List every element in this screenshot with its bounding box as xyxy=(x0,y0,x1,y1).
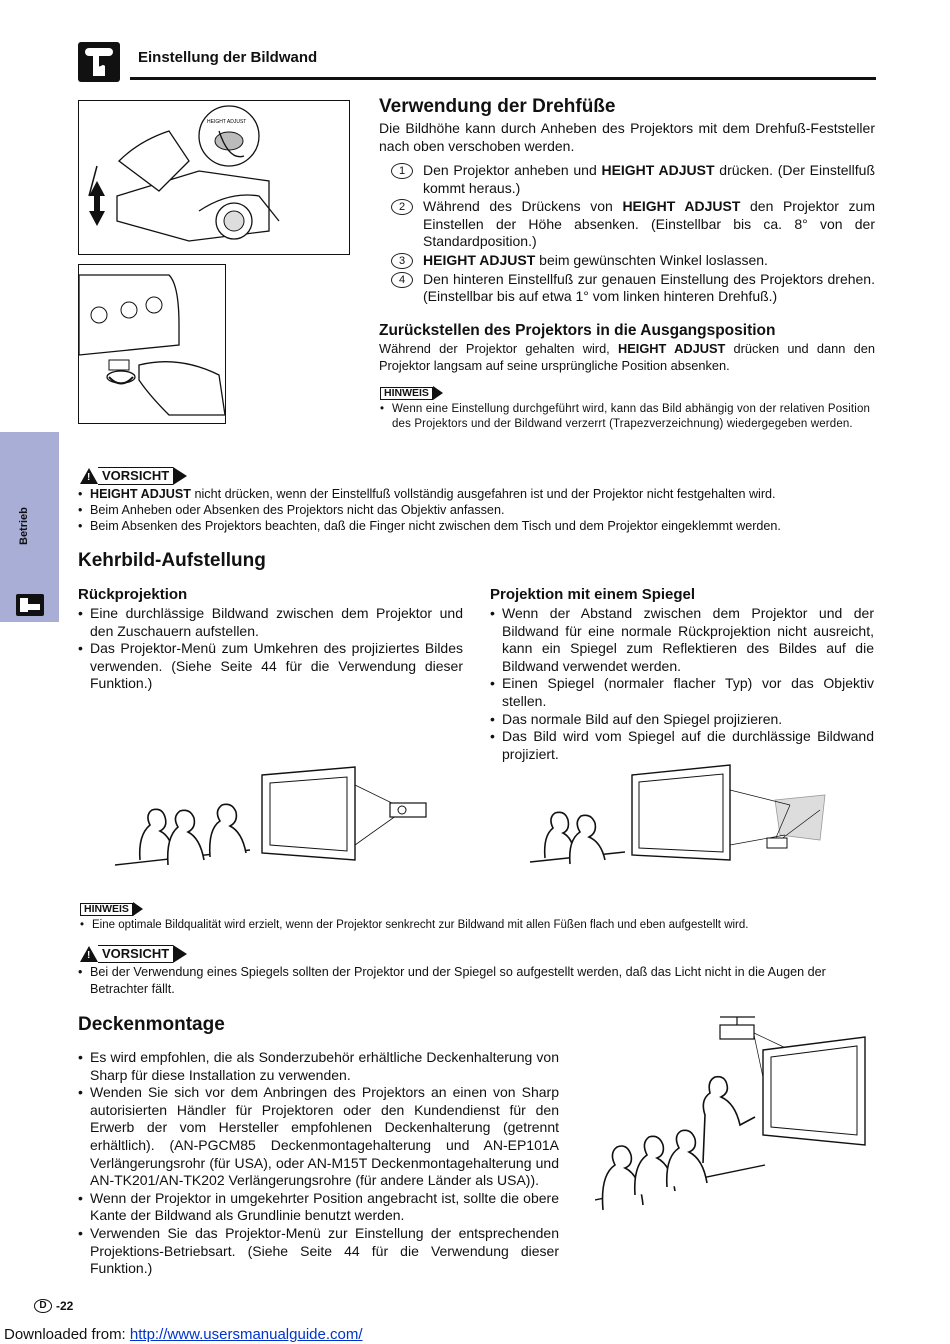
list-item: • Einen Spiegel (normaler flacher Typ) vor das Objektiv stellen. xyxy=(490,675,874,709)
hinweis-text: Wenn eine Einstellung durchgeführt wird, kann das Bild abhängig von der relativen Position des Projektors und der Bildwand verzerrt (Trapezverzeichnung) wiedergegeben werden. xyxy=(392,403,871,430)
list-item: • Wenn der Abstand zwischen dem Projektor und der Bildwand für eine normale Rückprojektion nicht ausreicht, kann ein Spiegel zum Reflektieren des Bildes auf die Bildwand verwendet werden. xyxy=(490,605,874,674)
download-link[interactable]: http://www.usersmanualguide.com/ xyxy=(129,1326,363,1343)
sidebar-label: Betrieb xyxy=(18,507,30,545)
item-text: Das Projektor-Menü zum Umkehren des projiziertes Bildes verwenden. (Siehe Seite 44 für die Verwendung dieser Funktion.) xyxy=(90,640,463,692)
item-text: Verwenden Sie das Projektor-Menü zur Einstellung der entsprechenden Projektions-Betriebsart. (Siehe Seite 44 für die Verwendung dieser Funktion.) xyxy=(90,1224,559,1277)
download-prefix: Downloaded from: xyxy=(4,1326,130,1343)
height-adjust-illustration-label: HEIGHT ADJUST xyxy=(207,119,247,125)
step-text-post: drücken. (Der Einstellfuß kommt heraus.) xyxy=(423,162,875,196)
decke-title: Deckenmontage xyxy=(78,1014,225,1035)
hinweis-label: HINWEIS xyxy=(380,387,433,400)
section-icon xyxy=(78,42,120,82)
ceiling-mount-illustration xyxy=(595,1015,880,1215)
vorsicht-badge xyxy=(80,467,187,485)
step-item xyxy=(391,252,875,270)
step-number: 2 xyxy=(391,199,413,215)
step-number: 3 xyxy=(391,253,413,269)
spiegel-list xyxy=(490,605,874,763)
item-text: Wenden Sie sich vor dem Anbringen des Projektors an einen von Sharp autorisierten Händler für Projektoren oder den Kundendienst für den Erwerb der vom Hersteller empfohlenen Deckenhalterung (getrennt erhältlich). (AN-PGCM85 Deckenmontagehalterung und AN-EP101A Verlängerungsrohr (für USA), oder AN-M15T Deckenmontagehalterung und AN-TK201/AN-TK202 Verlängerungsrohre (für andere Länder als USA)). xyxy=(90,1084,559,1189)
page-number xyxy=(34,1299,73,1313)
item-text: Wenn der Abstand zwischen dem Projektor und der Bildwand für eine normale Rückprojektion nicht ausreicht, kann ein Spiegel zum Reflektieren des Bildes auf die Bildwand verwendet werden. xyxy=(502,605,874,674)
item-text: Einen Spiegel (normaler flacher Typ) vor das Objektiv stellen. xyxy=(502,675,874,709)
list-item: • Das normale Bild auf den Spiegel projizieren. xyxy=(490,711,874,729)
item-text: nicht drücken, wenn der Einstellfuß vollständig ausgefahren ist und der Projektor nicht festgehalten wird. xyxy=(191,487,776,501)
list-item: • Eine durchlässige Bildwand zwischen dem Projektor und den Zuschauern aufstellen. xyxy=(78,605,463,639)
rear-foot-illustration xyxy=(78,264,226,424)
header-rule xyxy=(130,77,876,80)
vorsicht-label: VORSICHT xyxy=(98,467,173,485)
vorsicht-badge xyxy=(80,945,187,963)
step-item xyxy=(391,162,875,197)
step-text-bold: HEIGHT ADJUST xyxy=(622,198,741,215)
hinweis-note xyxy=(80,918,880,933)
list-item: • Beim Anheben oder Absenken des Projektors nicht das Objektiv anfassen. xyxy=(78,502,878,518)
hinweis-badge xyxy=(380,386,443,400)
step-text-pre: Während des Drückens von xyxy=(423,198,623,215)
drehfuesse-title: Verwendung der Drehfüße xyxy=(379,96,616,117)
bullet: • xyxy=(380,403,385,415)
language-badge: D xyxy=(34,1299,52,1313)
step-text-pre: Den Projektor anheben und xyxy=(423,162,602,178)
step-text-bold: HEIGHT ADJUST xyxy=(423,251,536,268)
list-item: • Es wird empfohlen, die als Sonderzubehör erhältliche Deckenhalterung von Sharp für diese Installation zu verwenden. xyxy=(78,1049,559,1083)
drehfuesse-steps xyxy=(391,162,875,306)
bullet: • xyxy=(80,919,85,931)
list-item: • Wenden Sie sich vor dem Anbringen des Projektors an einen von Sharp autorisierten Händler für Projektoren oder den Kundendienst für den Erwerb der vom Hersteller empfohlenen Deckenhalterung (getrennt erhältlich). (AN-PGCM85 Deckenmontagehalterung und AN-EP101A Verlängerungsrohr (für USA), oder AN-M15T Deckenmontagehalterung und AN-TK201/AN-TK202 Verlängerungsrohre (für andere Länder als USA)). xyxy=(78,1084,559,1189)
reset-text-bold: HEIGHT ADJUST xyxy=(617,341,726,356)
item-bold: HEIGHT ADJUST xyxy=(90,487,191,501)
rueck-list xyxy=(78,605,463,693)
item-text: Es wird empfohlen, die als Sonderzubehör erhältliche Deckenhalterung von Sharp für diese Installation zu verwenden. xyxy=(90,1049,559,1083)
page-number-text: -22 xyxy=(56,1299,74,1313)
item-text: Das Bild wird vom Spiegel auf die durchlässige Bildwand projiziert. xyxy=(502,728,874,762)
vorsicht-list xyxy=(78,486,878,535)
download-line xyxy=(4,1326,363,1343)
decke-list xyxy=(78,1049,559,1278)
step-text-pre: Den hinteren Einstellfuß zur genauen Einstellung des Projektors drehen. (Einstellbar bis auf etwa 1° vom linken hinteren Drehfuß.) xyxy=(423,270,875,305)
list-item: • HEIGHT ADJUST nicht drücken, wenn der Einstellfuß vollständig ausgefahren ist und der Projektor nicht festgehalten wird. xyxy=(78,487,776,501)
page-header-title: Einstellung der Bildwand xyxy=(138,49,318,66)
step-item xyxy=(391,271,875,306)
hinweis-badge xyxy=(80,902,143,916)
spiegel-title: Projektion mit einem Spiegel xyxy=(490,586,696,603)
hinweis-label: HINWEIS xyxy=(80,903,133,916)
list-item: • Beim Absenken des Projektors beachten, daß die Finger nicht zwischen dem Tisch und dem Projektor eingeklemmt werden. xyxy=(78,518,878,534)
item-text: Beim Absenken des Projektors beachten, daß die Finger nicht zwischen dem Tisch und dem Projektor eingeklemmt werden. xyxy=(90,519,781,534)
rear-projection-illustration xyxy=(110,765,440,880)
kehrbild-title: Kehrbild-Aufstellung xyxy=(78,550,266,571)
step-text-bold: HEIGHT ADJUST xyxy=(601,162,715,178)
vorsicht-note: • Bei der Verwendung eines Spiegels sollten der Projektor und der Spiegel so aufgestellt werden, daß das Licht nicht in die Augen der Betrachter fällt. xyxy=(78,964,878,997)
warning-icon: ! xyxy=(80,468,98,484)
item-text: Wenn der Projektor in umgekehrter Position angebracht ist, sollte die obere Kante der Bildwand als Grundlinie benutzt werden. xyxy=(90,1189,559,1224)
list-item: • Verwenden Sie das Projektor-Menü zur Einstellung der entsprechenden Projektions-Betriebsart. (Siehe Seite 44 für die Verwendung dieser Funktion.) xyxy=(78,1224,559,1277)
step-text-post: den Projektor zum Einstellen der Höhe absenken. (Einstellbar bis ca. 8° von der Standardposition.) xyxy=(423,198,875,250)
step-text-post: beim gewünschten Winkel loslassen. xyxy=(535,251,768,268)
reset-text-post: drücken und dann den Projektor langsam auf seine ursprüngliche Position absenken. xyxy=(379,341,875,373)
reset-text-pre: Während der Projektor gehalten wird, xyxy=(379,341,618,356)
rueck-title: Rückprojektion xyxy=(78,586,188,603)
vorsicht-label: VORSICHT xyxy=(98,945,173,963)
step-item xyxy=(391,198,875,251)
list-item: • Das Projektor-Menü zum Umkehren des projiziertes Bildes verwenden. (Siehe Seite 44 für die Verwendung dieser Funktion.) xyxy=(78,640,463,692)
item-text: Eine durchlässige Bildwand zwischen dem Projektor und den Zuschauern aufstellen. xyxy=(90,605,463,639)
list-item: • Wenn der Projektor in umgekehrter Position angebracht ist, sollte die obere Kante der Bildwand als Grundlinie benutzt werden. xyxy=(78,1189,559,1224)
warning-icon: ! xyxy=(80,946,98,962)
hinweis-text: Eine optimale Bildqualität wird erzielt, wenn der Projektor senkrecht zur Bildwand mit allen Füßen flach und eben aufgestellt wird. xyxy=(92,919,749,931)
reset-title: Zurückstellen des Projektors in die Ausgangsposition xyxy=(379,322,776,339)
reset-text xyxy=(379,341,875,374)
mirror-projection-illustration xyxy=(525,760,835,880)
item-text: Beim Anheben oder Absenken des Projektors nicht das Objektiv anfassen. xyxy=(90,503,505,518)
drehfuesse-intro: Die Bildhöhe kann durch Anheben des Projektors mit dem Drehfuß-Feststeller nach oben verschoben werden. xyxy=(379,120,875,154)
item-text: Das normale Bild auf den Spiegel projizieren. xyxy=(502,710,783,727)
step-number: 1 xyxy=(391,163,413,179)
hinweis-note xyxy=(380,402,875,431)
vorsicht-text: Bei der Verwendung eines Spiegels sollten der Projektor und der Spiegel so aufgestellt werden, daß das Licht nicht in die Augen der Betrachter fällt. xyxy=(90,965,826,996)
list-item: • Das Bild wird vom Spiegel auf die durchlässige Bildwand projiziert. xyxy=(490,728,874,762)
section-tab-icon xyxy=(16,594,44,616)
step-number: 4 xyxy=(391,272,413,288)
height-adjust-illustration xyxy=(78,100,350,255)
